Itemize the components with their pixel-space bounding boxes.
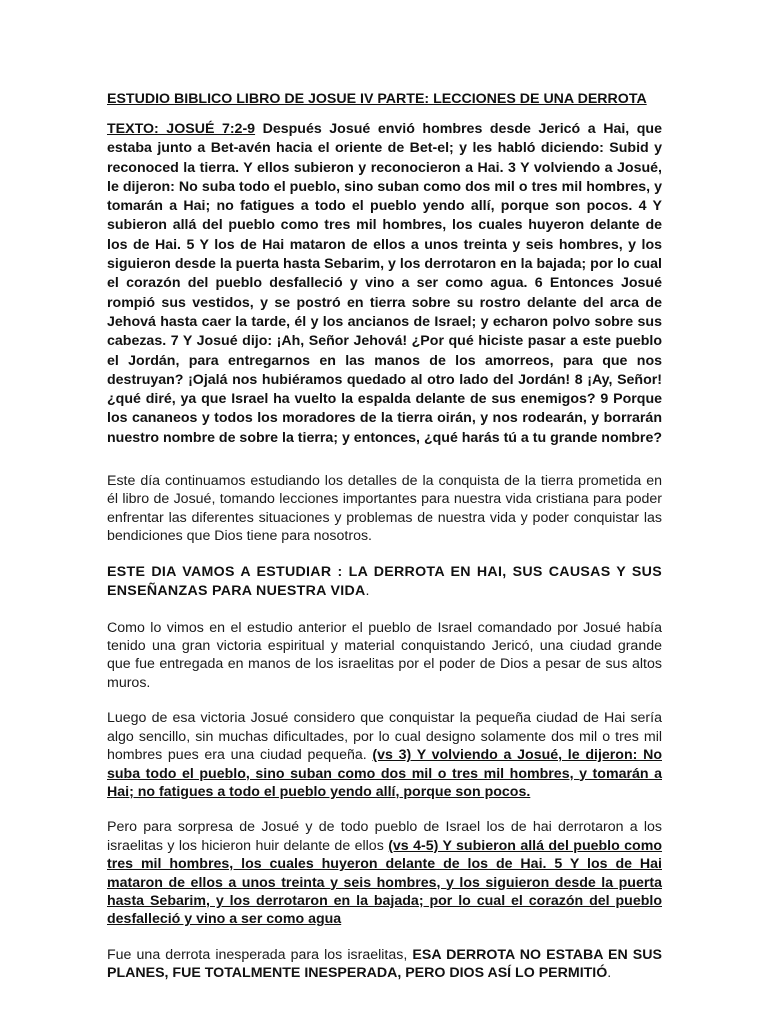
surprise-quote: (vs 4-5) Y subieron allá del pueblo como tres mil hombres, los cuales huyeron delante de los de Hai. 5 Y los de Hai mataron de ellos a unos treinta y seis hombres, y los siguieron desde la puerta hasta Sebarim, y los derrotaron en la bajada; por lo cual el corazón del pueblo desfalleció y vino a ser como agua (107, 837, 663, 928)
unexpected-paragraph (107, 946, 662, 983)
document-title: ESTUDIO BIBLICO LIBRO DE JOSUE IV PARTE: LECCIONES DE UNA DERROTA (107, 91, 647, 107)
plan-quote: (vs 3) Y volviendo a Josué, le dijeron: No suba todo el pueblo, sino suban como dos mil o tres mil hombres, y tomarán a Hai; no fatigues a todo el pueblo yendo allí, porque son pocos. (107, 747, 662, 800)
unexpected-period: . (607, 965, 612, 982)
surprise-paragraph (107, 818, 662, 928)
unexpected-emphasis: ESA DERROTA NO ESTABA EN SUS PLANES, FUE TOTALMENTE INESPERADA, PERO DIOS ASÍ LO PERMITIÓ (107, 946, 662, 982)
victory-paragraph: Como lo vimos en el estudio anterior el pueblo de Israel comandado por Josué había tenido una gran victoria espiritual y material conquistando Jericó, una ciudad grande que fue entregada en manos de los israelitas por el poder de Dios a pesar de sus altos muros. (107, 619, 662, 691)
section-heading (107, 563, 662, 601)
scripture-text: Después Josué envió hombres desde Jericó a Hai, que estaba junto a Bet-avén hacia el oriente de Bet-el; y les habló diciendo: Subid y reconoced la tierra. Y ellos subieron y reconocieron a Hai. 3 Y volviendo a Josué, le dijeron: No suba todo el pueblo, sino suban como dos mil o tres mil hombres, y tomarán a Hai; no fatigues a todo el pueblo yendo allí, porque son pocos. 4 Y subieron allá del pueblo como tres mil hombres, los cuales huyeron delante de los de Hai. 5 Y los de Hai mataron de ellos a unos treinta y seis hombres, y los siguieron desde la puerta hasta Sebarim, y los derrotaron en la bajada; por lo cual el corazón del pueblo desfalleció y vino a ser como agua. 6 Entonces Josué rompió sus vestidos, y se postró en tierra sobre su rostro delante del arca de Jehová hasta caer la tarde, él y los ancianos de Israel; y echaron polvo sobre sus cabezas. 7 Y Josué dijo: ¡Ah, Señor Jehová! ¿Por qué hiciste pasar a este pueblo el Jordán, para entregarnos en las manos de los amorreos, para que nos destruyan? ¡Ojalá nos hubiéramos quedado al otro lado del Jordán! 8 ¡Ay, Señor! ¿qué diré, ya que Israel ha vuelto la espalda delante de sus enemigos? 9 Porque los cananeos y todos los moradores de la tierra oirán, y nos rodearán, y borrarán nuestro nombre de sobre la tierra; y entonces, ¿qué harás tú a tu grande nombre? (107, 121, 663, 446)
surprise-text: Pero para sorpresa de Josué y de todo pueblo de Israel los de hai derrotaron a los israelitas y los hicieron huir delante de ellos (107, 819, 662, 854)
unexpected-text: Fue una derrota inesperada para los israelitas, (107, 946, 413, 963)
section-heading-period: . (365, 582, 370, 599)
document-page (107, 89, 662, 1000)
plan-text: Luego de esa victoria Josué considero que conquistar la pequeña ciudad de Hai sería algo sencillo, sin muchas dificultades, por lo cual designo solamente dos mil o tres mil hombres pues era una ciudad pequeña. (107, 710, 662, 764)
intro-paragraph: Este día continuamos estudiando los detalles de la conquista de la tierra prometida en él libro de Josué, tomando lecciones importantes para nuestra vida cristiana para poder enfrentar las diferentes situaciones y problemas de nuestra vida y poder conquistar las bendiciones que Dios tiene para nosotros. (107, 473, 662, 545)
scripture-reference: TEXTO: JOSUÉ 7:2-9 (107, 121, 256, 137)
plan-paragraph (107, 709, 662, 801)
section-heading-text: ESTE DIA VAMOS A ESTUDIAR : LA DERROTA EN HAI, SUS CAUSAS Y SUS ENSEÑANZAS PARA NUESTRA VIDA (107, 563, 662, 599)
scripture-passage (107, 120, 662, 448)
